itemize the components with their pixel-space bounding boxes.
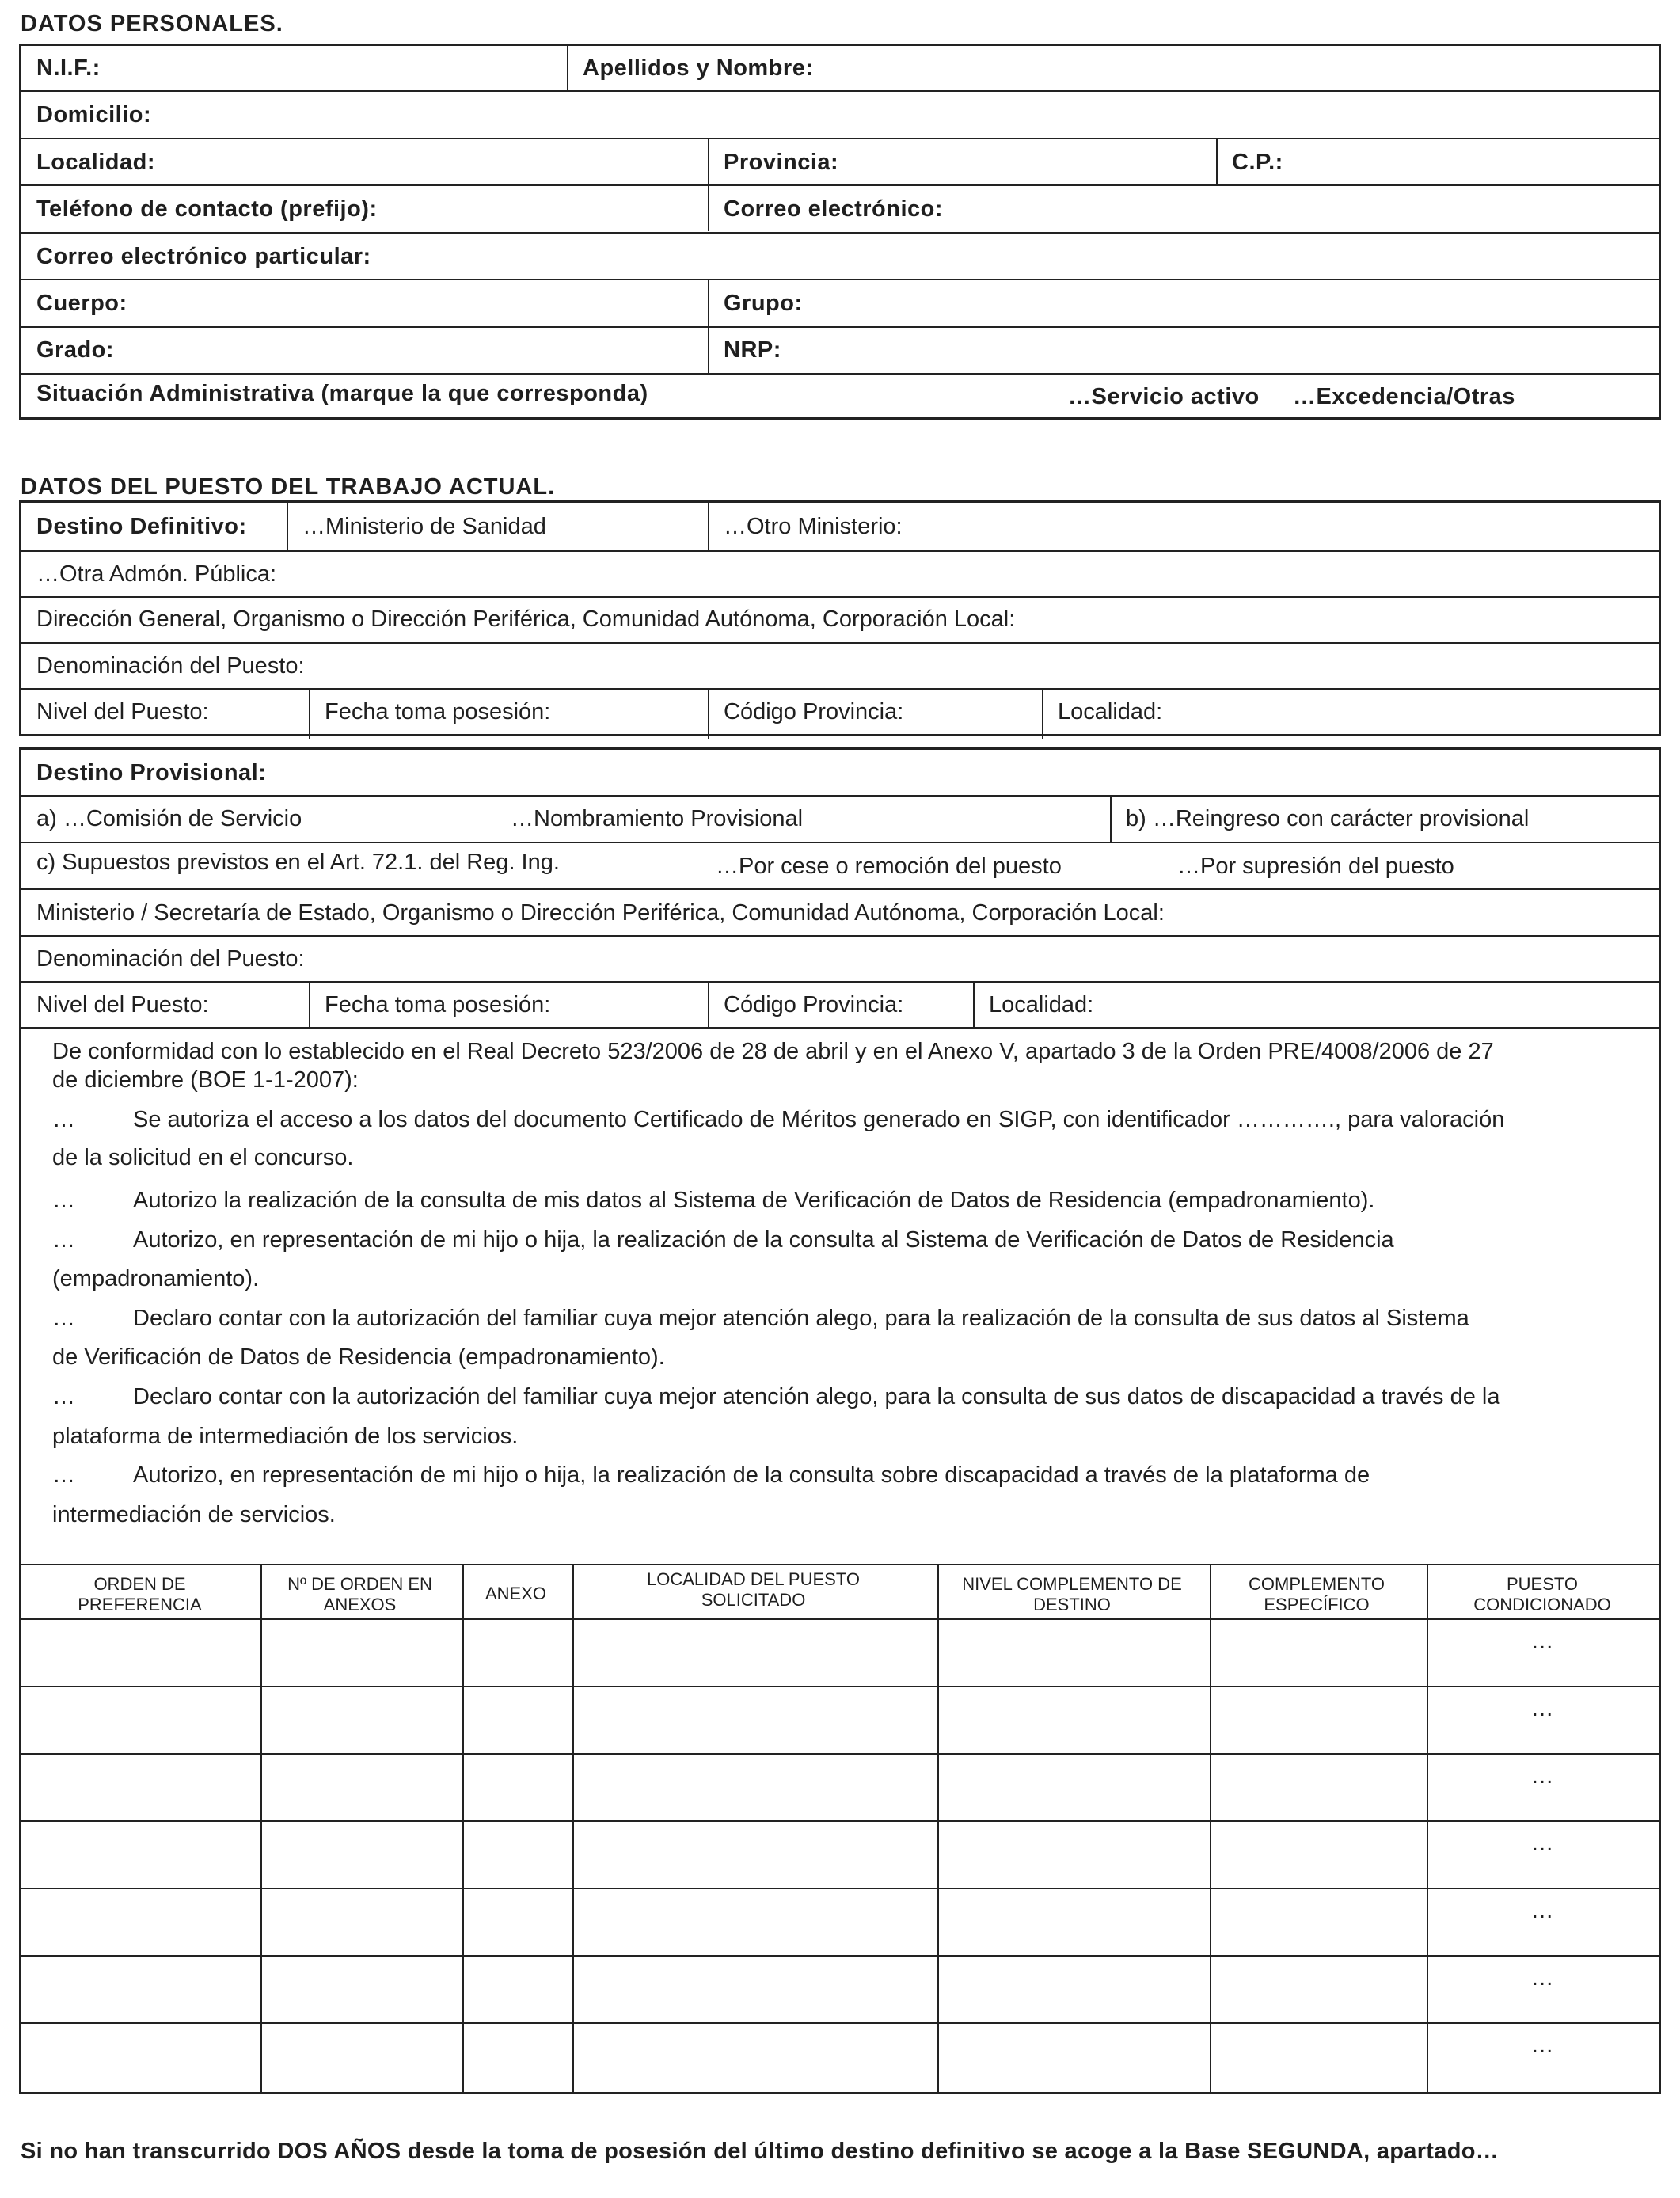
nivel-complemento-cell[interactable] bbox=[937, 1685, 1207, 1750]
consent-checkbox-1[interactable]: … bbox=[52, 1107, 75, 1132]
puesto-condicionado-checkbox[interactable]: … bbox=[1530, 2033, 1554, 2058]
localidad-puesto-cell[interactable] bbox=[572, 2021, 935, 2086]
nombramiento-provisional-checkbox[interactable]: …Nombramiento Provisional bbox=[511, 806, 804, 831]
localidad-puesto-cell[interactable] bbox=[572, 1618, 935, 1683]
consent-item-3: … Autorizo, en representación de mi hijo o hija, la realización de la consulta al Sistema de Verificación de Datos de Residencia bbox=[52, 1227, 1394, 1253]
grado-field[interactable]: Grado: bbox=[36, 337, 115, 363]
complemento-especifico-cell[interactable] bbox=[1209, 1887, 1424, 1952]
complemento-especifico-cell[interactable] bbox=[1209, 1752, 1424, 1817]
codigo-provincia-field[interactable]: Código Provincia: bbox=[724, 699, 904, 724]
consent-item-1: … Se autoriza el acceso a los datos del documento Certificado de Méritos generado en SIGP, con identificador …………., para valoración bbox=[52, 1107, 1505, 1132]
orden-preferencia-cell[interactable] bbox=[21, 1887, 258, 1952]
supresion-puesto-checkbox[interactable]: …Por supresión del puesto bbox=[1177, 854, 1454, 879]
consent-item-5-cont: plataforma de intermediación de los servicios. bbox=[52, 1424, 519, 1449]
puesto-condicionado-checkbox[interactable]: … bbox=[1530, 1831, 1554, 1856]
numero-orden-cell[interactable] bbox=[260, 1685, 460, 1750]
consent-checkbox-2[interactable]: … bbox=[52, 1188, 75, 1213]
nivel-complemento-cell[interactable] bbox=[937, 1820, 1207, 1884]
col-orden-preferencia: ORDEN DE PREFERENCIA bbox=[78, 1574, 202, 1614]
anexo-cell[interactable] bbox=[462, 1685, 570, 1750]
puesto-condicionado-checkbox[interactable]: … bbox=[1530, 1763, 1554, 1789]
complemento-especifico-cell[interactable] bbox=[1209, 1954, 1424, 2019]
consent-checkbox-4[interactable]: … bbox=[52, 1306, 75, 1331]
orden-preferencia-cell[interactable] bbox=[21, 1752, 258, 1817]
codigo-provincia-provisional-field[interactable]: Código Provincia: bbox=[724, 992, 904, 1017]
apellidos-nombre-field[interactable]: Apellidos y Nombre: bbox=[583, 55, 814, 81]
anexo-cell[interactable] bbox=[462, 2021, 570, 2086]
col-anexo: ANEXO bbox=[485, 1584, 547, 1603]
cuerpo-field[interactable]: Cuerpo: bbox=[36, 291, 127, 316]
col-puesto-condicionado: PUESTO CONDICIONADO bbox=[1473, 1574, 1611, 1614]
consent-checkbox-3[interactable]: … bbox=[52, 1227, 75, 1253]
nivel-complemento-cell[interactable] bbox=[937, 1618, 1207, 1683]
puesto-condicionado-checkbox[interactable]: … bbox=[1530, 1696, 1554, 1721]
consent-item-4: … Declaro contar con la autorización del familiar cuya mejor atención alego, para la realización de la consulta de sus datos al Sistema bbox=[52, 1306, 1469, 1331]
complemento-especifico-cell[interactable] bbox=[1209, 2021, 1424, 2086]
localidad-puesto-cell[interactable] bbox=[572, 1954, 935, 2019]
otra-admon-checkbox[interactable]: …Otra Admón. Pública: bbox=[36, 561, 277, 587]
nivel-provisional-field[interactable]: Nivel del Puesto: bbox=[36, 992, 209, 1017]
orden-preferencia-cell[interactable] bbox=[21, 1618, 258, 1683]
telefono-field[interactable]: Teléfono de contacto (prefijo): bbox=[36, 196, 378, 222]
cp-field[interactable]: C.P.: bbox=[1232, 150, 1283, 175]
puesto-actual-form bbox=[19, 500, 1661, 736]
ministerio-sanidad-checkbox[interactable]: …Ministerio de Sanidad bbox=[302, 514, 546, 539]
numero-orden-cell[interactable] bbox=[260, 2021, 460, 2086]
personal-data-form bbox=[19, 44, 1661, 420]
consent-checkbox-6[interactable]: … bbox=[52, 1462, 75, 1488]
orden-preferencia-cell[interactable] bbox=[21, 1820, 258, 1884]
localidad-puesto-cell[interactable] bbox=[572, 1820, 935, 1884]
localidad-puesto-cell[interactable] bbox=[572, 1685, 935, 1750]
correo-particular-field[interactable]: Correo electrónico particular: bbox=[36, 244, 371, 269]
orden-preferencia-cell[interactable] bbox=[21, 1954, 258, 2019]
consent-item-6-cont: intermediación de servicios. bbox=[52, 1502, 336, 1527]
domicilio-field[interactable]: Domicilio: bbox=[36, 102, 152, 127]
fecha-posesion-field[interactable]: Fecha toma posesión: bbox=[325, 699, 551, 724]
anexo-cell[interactable] bbox=[462, 1954, 570, 2019]
otro-ministerio-checkbox[interactable]: …Otro Ministerio: bbox=[724, 514, 903, 539]
section-heading-puesto: DATOS DEL PUESTO DEL TRABAJO ACTUAL. bbox=[21, 474, 556, 500]
supuestos-label: c) Supuestos previstos en el Art. 72.1. del Reg. Ing. bbox=[36, 850, 560, 875]
complemento-especifico-cell[interactable] bbox=[1209, 1618, 1424, 1683]
anexo-cell[interactable] bbox=[462, 1820, 570, 1884]
complemento-especifico-cell[interactable] bbox=[1209, 1685, 1424, 1750]
consent-item-5: … Declaro contar con la autorización del familiar cuya mejor atención alego, para la consulta de sus datos de discapacidad a través de la bbox=[52, 1384, 1500, 1409]
col-complemento-especifico: COMPLEMENTO ESPECÍFICO bbox=[1249, 1574, 1385, 1614]
numero-orden-cell[interactable] bbox=[260, 1887, 460, 1952]
anexo-cell[interactable] bbox=[462, 1618, 570, 1683]
complemento-especifico-cell[interactable] bbox=[1209, 1820, 1424, 1884]
nivel-complemento-cell[interactable] bbox=[937, 1954, 1207, 2019]
puesto-condicionado-checkbox[interactable]: … bbox=[1530, 1965, 1554, 1991]
excedencia-checkbox[interactable]: …Excedencia/Otras bbox=[1293, 384, 1515, 409]
localidad-puesto-field[interactable]: Localidad: bbox=[1058, 699, 1163, 724]
provincia-field[interactable]: Provincia: bbox=[724, 150, 839, 175]
reingreso-provisional-checkbox[interactable]: b) …Reingreso con carácter provisional bbox=[1126, 806, 1530, 831]
situacion-label: Situación Administrativa (marque la que corresponda) bbox=[36, 381, 648, 406]
consent-item-6: … Autorizo, en representación de mi hijo o hija, la realización de la consulta sobre discapacidad a través de la plataforma de bbox=[52, 1462, 1370, 1488]
localidad-puesto-cell[interactable] bbox=[572, 1752, 935, 1817]
nivel-complemento-cell[interactable] bbox=[937, 1887, 1207, 1952]
localidad-field[interactable]: Localidad: bbox=[36, 150, 156, 175]
nrp-field[interactable]: NRP: bbox=[724, 337, 781, 363]
numero-orden-cell[interactable] bbox=[260, 1820, 460, 1884]
numero-orden-cell[interactable] bbox=[260, 1954, 460, 2019]
nif-field[interactable]: N.I.F.: bbox=[36, 55, 101, 81]
direccion-general-field[interactable]: Dirección General, Organismo o Dirección Periférica, Comunidad Autónoma, Corporación Local: bbox=[36, 607, 1016, 632]
col-numero-orden-anexos: Nº DE ORDEN EN ANEXOS bbox=[287, 1574, 432, 1614]
puesto-condicionado-checkbox[interactable]: … bbox=[1530, 1898, 1554, 1923]
nivel-puesto-field[interactable]: Nivel del Puesto: bbox=[36, 699, 209, 724]
orden-preferencia-cell[interactable] bbox=[21, 1685, 258, 1750]
consent-intro-cont: de diciembre (BOE 1-1-2007): bbox=[52, 1067, 359, 1093]
ministerio-secretaria-field[interactable]: Ministerio / Secretaría de Estado, Organismo o Dirección Periférica, Comunidad Autónoma, Corporación Local: bbox=[36, 900, 1165, 926]
consent-item-2: … Autorizo la realización de la consulta de mis datos al Sistema de Verificación de Datos de Residencia (empadronamiento). bbox=[52, 1188, 1375, 1213]
correo-field[interactable]: Correo electrónico: bbox=[724, 196, 943, 222]
comision-servicio-checkbox[interactable]: a) …Comisión de Servicio bbox=[36, 806, 302, 831]
fecha-provisional-field[interactable]: Fecha toma posesión: bbox=[325, 992, 551, 1017]
consent-intro: De conformidad con lo establecido en el Real Decreto 523/2006 de 28 de abril y en el Anexo V, apartado 3 de la Orden PRE/4008/2006 de 27 bbox=[52, 1039, 1494, 1064]
destino-definitivo-label: Destino Definitivo: bbox=[36, 514, 247, 539]
orden-preferencia-cell[interactable] bbox=[21, 2021, 258, 2086]
numero-orden-cell[interactable] bbox=[260, 1752, 460, 1817]
section-heading-personal: DATOS PERSONALES. bbox=[21, 11, 283, 36]
destino-provisional-label: Destino Provisional: bbox=[36, 760, 267, 785]
denominacion-puesto-field[interactable]: Denominación del Puesto: bbox=[36, 653, 305, 679]
col-nivel-complemento: NIVEL COMPLEMENTO DE DESTINO bbox=[962, 1574, 1182, 1614]
denominacion-provisional-field[interactable]: Denominación del Puesto: bbox=[36, 946, 305, 972]
consent-block bbox=[19, 1034, 1661, 1541]
consent-checkbox-5[interactable]: … bbox=[52, 1384, 75, 1409]
consent-item-3-cont: (empadronamiento). bbox=[52, 1266, 260, 1291]
localidad-provisional-field[interactable]: Localidad: bbox=[989, 992, 1094, 1017]
numero-orden-cell[interactable] bbox=[260, 1618, 460, 1683]
footer-note: Si no han transcurrido DOS AÑOS desde la toma de posesión del último destino definitivo se acoge a la Base SEGUNDA, apartado… bbox=[21, 2139, 1499, 2164]
anexo-cell[interactable] bbox=[462, 1887, 570, 1952]
nivel-complemento-cell[interactable] bbox=[937, 2021, 1207, 2086]
anexo-cell[interactable] bbox=[462, 1752, 570, 1817]
consent-item-1-cont: de la solicitud en el concurso. bbox=[52, 1145, 354, 1170]
localidad-puesto-cell[interactable] bbox=[572, 1887, 935, 1952]
servicio-activo-checkbox[interactable]: …Servicio activo bbox=[1068, 384, 1260, 409]
cese-remocion-checkbox[interactable]: …Por cese o remoción del puesto bbox=[716, 854, 1062, 879]
nivel-complemento-cell[interactable] bbox=[937, 1752, 1207, 1817]
col-localidad-puesto: LOCALIDAD DEL PUESTO SOLICITADO bbox=[647, 1569, 860, 1610]
puesto-condicionado-checkbox[interactable]: … bbox=[1530, 1629, 1554, 1654]
grupo-field[interactable]: Grupo: bbox=[724, 291, 803, 316]
consent-item-4-cont: de Verificación de Datos de Residencia (empadronamiento). bbox=[52, 1344, 665, 1370]
